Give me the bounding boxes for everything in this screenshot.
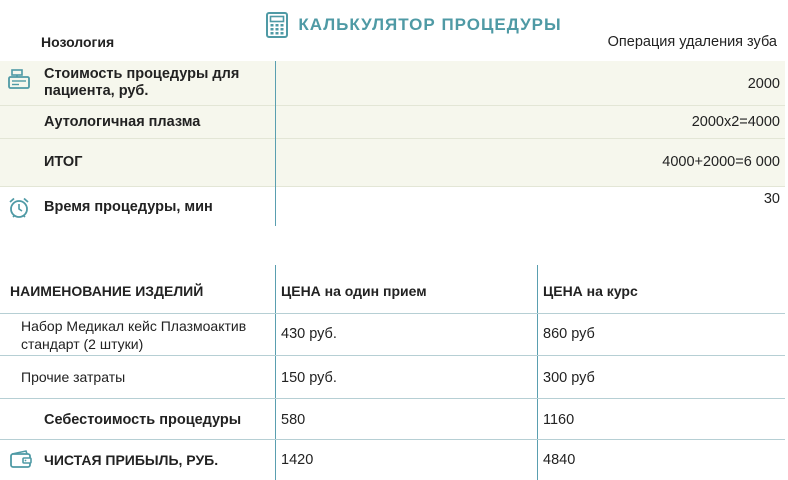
cost-label-line1: Стоимость процедуры для [44,66,240,82]
column-divider [275,61,276,226]
column-divider [275,265,276,480]
cost-value: 2000 [747,76,780,92]
cost-price-value: 580 [281,412,306,428]
net-profit-price: 1420 [281,452,314,468]
time-label: Время процедуры, мин [44,199,213,215]
column-divider [537,265,538,480]
net-profit-course: 4840 [543,452,576,468]
kit-name-line1: Набор Медикал кейс Плазмоактив [21,318,247,334]
other-course: 300 руб [543,370,595,386]
cost-label [44,66,239,100]
other-name: Прочие затраты [21,369,126,385]
kit-price: 430 руб. [281,326,337,342]
divider [0,138,785,139]
cash-register-icon [7,68,31,90]
products-header-course: ЦЕНА на курс [543,283,638,299]
divider [0,439,785,440]
page-title: КАЛЬКУЛЯТОР ПРОЦЕДУРЫ [298,15,562,34]
divider [0,398,785,399]
divider [0,313,785,314]
cost-label-line2: пациента, руб. [44,83,149,99]
table-row-name [21,317,246,353]
divider [0,105,785,106]
total-value: 4000+2000=6 000 [662,154,780,170]
divider [0,186,785,187]
kit-course: 860 руб [543,326,595,342]
cost-price-course: 1160 [543,412,575,428]
divider [0,355,785,356]
nosology-value: Операция удаления зуба [607,34,777,50]
time-value: 30 [763,191,780,207]
products-header-name: НАИМЕНОВАНИЕ ИЗДЕЛИЙ [10,283,204,299]
kit-name-line2: стандарт (2 штуки) [21,336,144,352]
cost-price-label: Себестоимость процедуры [44,412,242,428]
plasma-label: Аутологичная плазма [44,114,201,130]
nosology-label: Нозология [41,34,115,50]
calculator-icon [266,12,288,38]
wallet-icon [9,449,33,469]
total-label: ИТОГ [44,154,83,170]
net-profit-label: ЧИСТАЯ ПРИБЫЛЬ, РУБ. [44,452,219,468]
other-price: 150 руб. [281,370,337,386]
products-header-price: ЦЕНА на один прием [281,283,427,299]
plasma-value: 2000x2=4000 [691,114,780,130]
alarm-clock-icon [7,196,31,220]
